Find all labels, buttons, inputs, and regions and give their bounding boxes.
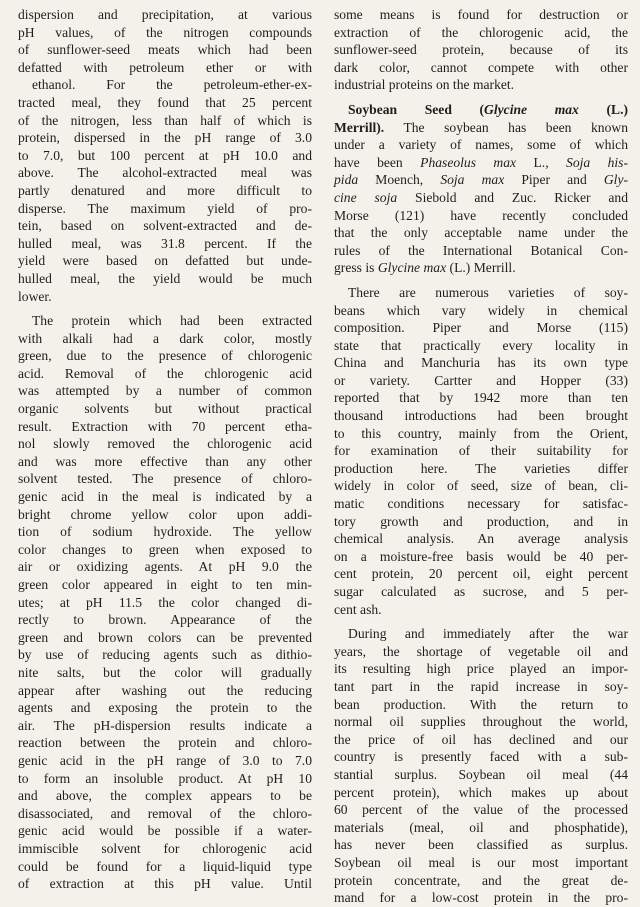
text-line: its resulting high price played an impor- bbox=[334, 661, 628, 677]
text-line: normal oil supplies throughout the world, bbox=[334, 714, 628, 730]
text-line: some means is found for destruction or bbox=[334, 7, 628, 22]
paragraph-gap bbox=[18, 305, 312, 312]
right-text-column bbox=[334, 6, 628, 907]
text-line bbox=[334, 259, 628, 277]
text-run: cine soja bbox=[334, 189, 398, 205]
text-line: disassociated, and removal of the chloro- bbox=[18, 805, 312, 821]
text-line: hulled meal, was 31.8 percent. If the bbox=[18, 235, 312, 251]
text-line: above. The alcohol-extracted meal was bbox=[18, 165, 312, 181]
text-line: hulled meal, the yield would be much bbox=[18, 270, 312, 286]
text-line: result. Extraction with 70 percent etha- bbox=[18, 418, 312, 434]
text-line: solvent tested. The presence of chloro- bbox=[18, 471, 312, 487]
text-line: During and immediately after the war bbox=[348, 626, 628, 642]
text-line bbox=[334, 171, 628, 189]
text-line: agents and exposing the protein to the bbox=[18, 700, 312, 716]
text-line: chemical analysis. An average analysis bbox=[334, 531, 628, 547]
text-line: reaction between the protein and chloro- bbox=[18, 735, 312, 751]
text-run: Merrill). bbox=[334, 119, 385, 135]
text-line bbox=[334, 154, 628, 172]
text-line: percent protein), which makes up about bbox=[334, 784, 628, 800]
text-line: industrial proteins on the market. bbox=[334, 77, 515, 93]
text-line: green and brown colors can be prevented bbox=[18, 629, 312, 645]
text-run: Phaseolus max bbox=[420, 154, 517, 170]
text-line: reported that by 1942 more than ten bbox=[334, 390, 628, 406]
text-line: tein, based on solvent-extracted and de- bbox=[18, 218, 312, 234]
text-line: ethanol. For the petroleum-ether-ex- bbox=[32, 77, 312, 93]
text-run: Soybean Seed ( bbox=[348, 101, 485, 117]
text-line: or variety. Cartter and Hopper (33) bbox=[334, 372, 628, 388]
text-line: by use of reducing agents such as dithio- bbox=[18, 647, 312, 663]
text-line: and above, the complex appears to be bbox=[18, 788, 312, 804]
text-line: that the only acceptable name under the bbox=[334, 225, 628, 241]
text-run: Piper and bbox=[504, 172, 604, 188]
text-run: Glycine max bbox=[484, 101, 579, 117]
text-line: The protein which had been extracted bbox=[32, 313, 312, 329]
text-line: nol slowly removed the chlorogenic acid bbox=[18, 436, 312, 452]
text-run: Soja max bbox=[440, 172, 505, 188]
text-line: protein, dispersed in the pH range of 3.0 bbox=[18, 130, 312, 146]
text-line: of sunflower-seed meats which had been bbox=[18, 42, 312, 58]
text-line: tracted meal, they found that 25 percent bbox=[18, 94, 312, 110]
text-line: immiscible solvent for chlorogenic acid bbox=[18, 840, 312, 856]
text-line: China and Manchuria has its own type bbox=[334, 355, 628, 371]
paragraph-gap bbox=[334, 618, 628, 625]
text-run: Moench, bbox=[358, 172, 441, 188]
text-line: and was more effective than any other bbox=[18, 453, 312, 469]
text-line: with alkali had a dark color, mostly bbox=[18, 330, 312, 346]
text-line: to form an insoluble product. At pH 10 bbox=[18, 770, 312, 786]
text-line: organic solvents but without practical bbox=[18, 401, 312, 417]
text-line: 60 percent of the value of the processed bbox=[334, 802, 628, 818]
text-run: (L.) bbox=[578, 101, 628, 117]
text-line: air or oxidizing agents. At pH 9.0 the bbox=[18, 559, 312, 575]
text-line: widely in color of seed, size of bean, cli- bbox=[334, 478, 628, 494]
text-line: for examination of their suitability for bbox=[334, 443, 628, 459]
text-line: cent protein, 20 percent oil, eight percent bbox=[334, 566, 628, 582]
text-line bbox=[334, 101, 628, 119]
text-line: composition. Piper and Morse (115) bbox=[334, 320, 628, 336]
text-line: bright chrome yellow color upon addi- bbox=[18, 506, 312, 522]
text-run: Siebold and Zuc. Ricker and bbox=[397, 189, 628, 205]
text-line: genic acid in the pH range of 3.0 to 7.0 bbox=[18, 752, 312, 768]
text-line: on a moisture-free basis would be 40 per- bbox=[334, 548, 628, 564]
text-line: extraction of the chlorogenic acid, the bbox=[334, 24, 628, 40]
text-run: (L.) Merrill. bbox=[446, 260, 516, 276]
text-line: color changes to green when exposed to bbox=[18, 541, 312, 557]
text-line: yield were based on defatted but unde- bbox=[18, 253, 312, 269]
text-line: disperse. The maximum yield of pro- bbox=[18, 200, 312, 216]
text-line bbox=[334, 119, 628, 137]
text-line: materials (meal, oil and phosphatide), bbox=[334, 819, 628, 835]
text-line: country is presently faced with a sub- bbox=[334, 749, 628, 765]
text-line: under a variety of names, some of which bbox=[334, 137, 628, 153]
text-line: of the nitrogen, less than half of which is bbox=[18, 112, 312, 128]
text-run: The soybean has been known bbox=[384, 119, 628, 135]
text-line: state that practically every locality in bbox=[334, 337, 628, 353]
text-run: Glycine max bbox=[377, 260, 447, 276]
text-line: has never been classified as surplus. bbox=[334, 837, 628, 853]
text-line: stantial surplus. Soybean oil meal (44 bbox=[334, 766, 628, 782]
text-line: thousand introductions had been brought bbox=[334, 408, 628, 424]
text-line: green, due to the presence of chlorogenic bbox=[18, 348, 312, 364]
text-line: mand for a low-cost protein in the pro- bbox=[334, 890, 628, 906]
paragraph-gap bbox=[334, 277, 628, 284]
text-line: production here. The varieties differ bbox=[334, 460, 628, 476]
text-line: bean production. With the return to bbox=[334, 696, 628, 712]
text-line: sugar calculated as sucrose, and 5 per- bbox=[334, 584, 628, 599]
text-line: Morse (121) have recently concluded bbox=[334, 207, 628, 223]
text-line: the price of oil has declined and our bbox=[334, 731, 628, 747]
text-line: rules of the International Botanical Con- bbox=[334, 242, 628, 258]
text-line: genic acid in the meal is indicated by a bbox=[18, 489, 312, 505]
left-text-column bbox=[18, 6, 312, 893]
text-line: dark color, cannot compete with other bbox=[334, 59, 628, 75]
text-line: of extraction at this pH value. Until bbox=[18, 876, 312, 892]
text-line: could be found for a liquid-liquid type bbox=[18, 858, 312, 874]
text-line: dispersion and precipitation, at various bbox=[18, 7, 312, 22]
text-line: green color appeared in eight to ten min- bbox=[18, 577, 312, 592]
text-line: matic conditions necessary for satisfac- bbox=[334, 496, 628, 512]
text-run: pida bbox=[334, 172, 359, 188]
text-run: have been bbox=[334, 154, 421, 170]
text-line: was attempted by a number of common bbox=[18, 383, 312, 399]
text-line: Soybean oil meal is our most important bbox=[334, 854, 628, 870]
text-line: tant part in the rapid increase in soy- bbox=[334, 678, 628, 694]
text-run: gress is bbox=[334, 260, 378, 276]
text-line: utes; at pH 11.5 the color changed di- bbox=[18, 594, 312, 610]
text-line: partly denatured and more difficult to bbox=[18, 182, 312, 198]
text-line: nite salts, but the color will gradually bbox=[18, 664, 312, 680]
text-line bbox=[334, 189, 628, 207]
text-line: tory growth and production, and in bbox=[334, 513, 628, 529]
text-line: to this country, mainly from the Orient, bbox=[334, 425, 628, 441]
text-line: years, the shortage of vegetable oil and bbox=[334, 643, 628, 659]
text-line: air. The pH-dispersion results indicate a bbox=[18, 717, 312, 733]
text-line: pH values, of the nitrogen compounds bbox=[18, 24, 312, 40]
text-line: There are numerous varieties of soy- bbox=[348, 284, 628, 300]
paragraph-gap bbox=[334, 94, 628, 101]
text-line: protein concentrate, and the great de- bbox=[334, 872, 628, 888]
text-line: beans which vary widely in chemical bbox=[334, 302, 628, 318]
text-line: cent ash. bbox=[334, 601, 382, 617]
text-line: to 7.0, but 100 percent at pH 10.0 and bbox=[18, 147, 312, 163]
text-line: rectly to brown. Appearance of the bbox=[18, 612, 312, 628]
text-line: sunflower-seed protein, because of its bbox=[334, 42, 628, 58]
text-run: L., bbox=[516, 154, 567, 170]
text-line: appear after washing out the reducing bbox=[18, 682, 312, 698]
text-run: Gly- bbox=[603, 172, 628, 188]
text-line: lower. bbox=[18, 288, 52, 304]
text-line: defatted with petroleum ether or with bbox=[18, 59, 312, 75]
text-line: acid. Removal of the chlorogenic acid bbox=[18, 365, 312, 381]
text-line: genic acid would be possible if a water- bbox=[18, 823, 312, 839]
text-run: Soja his- bbox=[566, 154, 628, 170]
text-line: tion of sodium hydroxide. The yellow bbox=[18, 524, 312, 540]
